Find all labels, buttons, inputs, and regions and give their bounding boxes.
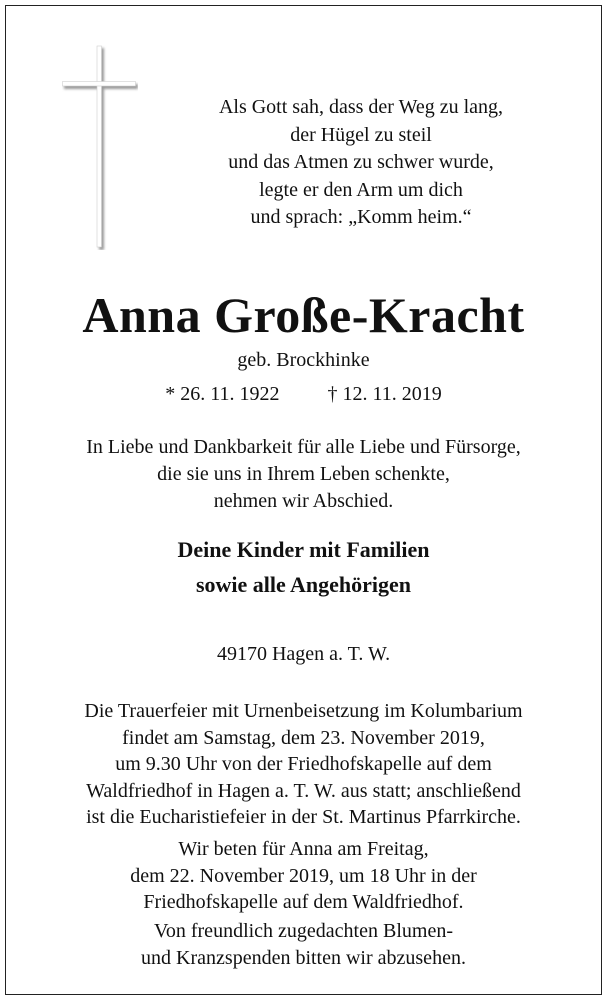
ceremony-line: ist die Eucharistiefeier in der St. Martinus Pfarrkirche.	[86, 806, 521, 829]
maiden-name: geb. Brockhinke	[237, 349, 370, 371]
cross-icon	[62, 44, 138, 250]
ceremony-line: um 9.30 Uhr von der Friedhofskapelle auf dem	[115, 753, 492, 776]
thanks-line: die sie uns in Ihrem Leben schenkte,	[157, 463, 450, 485]
family-line: Deine Kinder mit Familien	[177, 537, 430, 562]
ceremony-line: findet am Samstag, dem 23. November 2019,	[122, 726, 485, 749]
thanks-line: In Liebe und Dankbarkeit für alle Liebe und Fürsorge,	[86, 436, 521, 458]
prayer-line: Friedhofskapelle auf dem Waldfriedhof.	[143, 891, 464, 914]
prayer-details	[6, 836, 601, 916]
poem	[161, 94, 561, 232]
flowers-request	[6, 918, 601, 971]
poem-line: und das Atmen zu schwer wurde,	[228, 151, 494, 173]
ceremony-line: Die Trauerfeier mit Urnenbeisetzung im Kolumbarium	[84, 700, 523, 722]
prayer-line: dem 22. November 2019, um 18 Uhr in der	[130, 864, 477, 887]
life-dates	[6, 380, 601, 408]
poem-line: der Hügel zu steil	[290, 123, 432, 146]
prayer-line: Wir beten für Anna am Freitag,	[178, 838, 429, 860]
ceremony-details	[6, 698, 601, 831]
obituary-notice	[5, 5, 602, 995]
family-line: sowie alle Angehörigen	[195, 572, 412, 597]
death-date: † 12. 11. 2019	[327, 383, 442, 405]
family-signature	[6, 532, 601, 602]
address: 49170 Hagen a. T. W.	[216, 643, 391, 665]
flowers-line: Von freundlich zugedachten Blumen-	[154, 920, 453, 942]
birth-date: * 26. 11. 1922	[165, 383, 280, 405]
deceased-name: Anna Große-Kracht	[82, 287, 525, 343]
poem-line: und sprach: „Komm heim.“	[250, 206, 472, 228]
thanks-text	[6, 434, 601, 515]
poem-line: Als Gott sah, dass der Weg zu lang,	[218, 96, 504, 118]
thanks-line: nehmen wir Abschied.	[213, 490, 394, 512]
poem-line: legte er den Arm um dich	[259, 178, 463, 201]
flowers-line: und Kranzspenden bitten wir abzusehen.	[141, 946, 466, 969]
ceremony-line: Waldfriedhof in Hagen a. T. W. aus statt; anschließend	[86, 779, 521, 802]
